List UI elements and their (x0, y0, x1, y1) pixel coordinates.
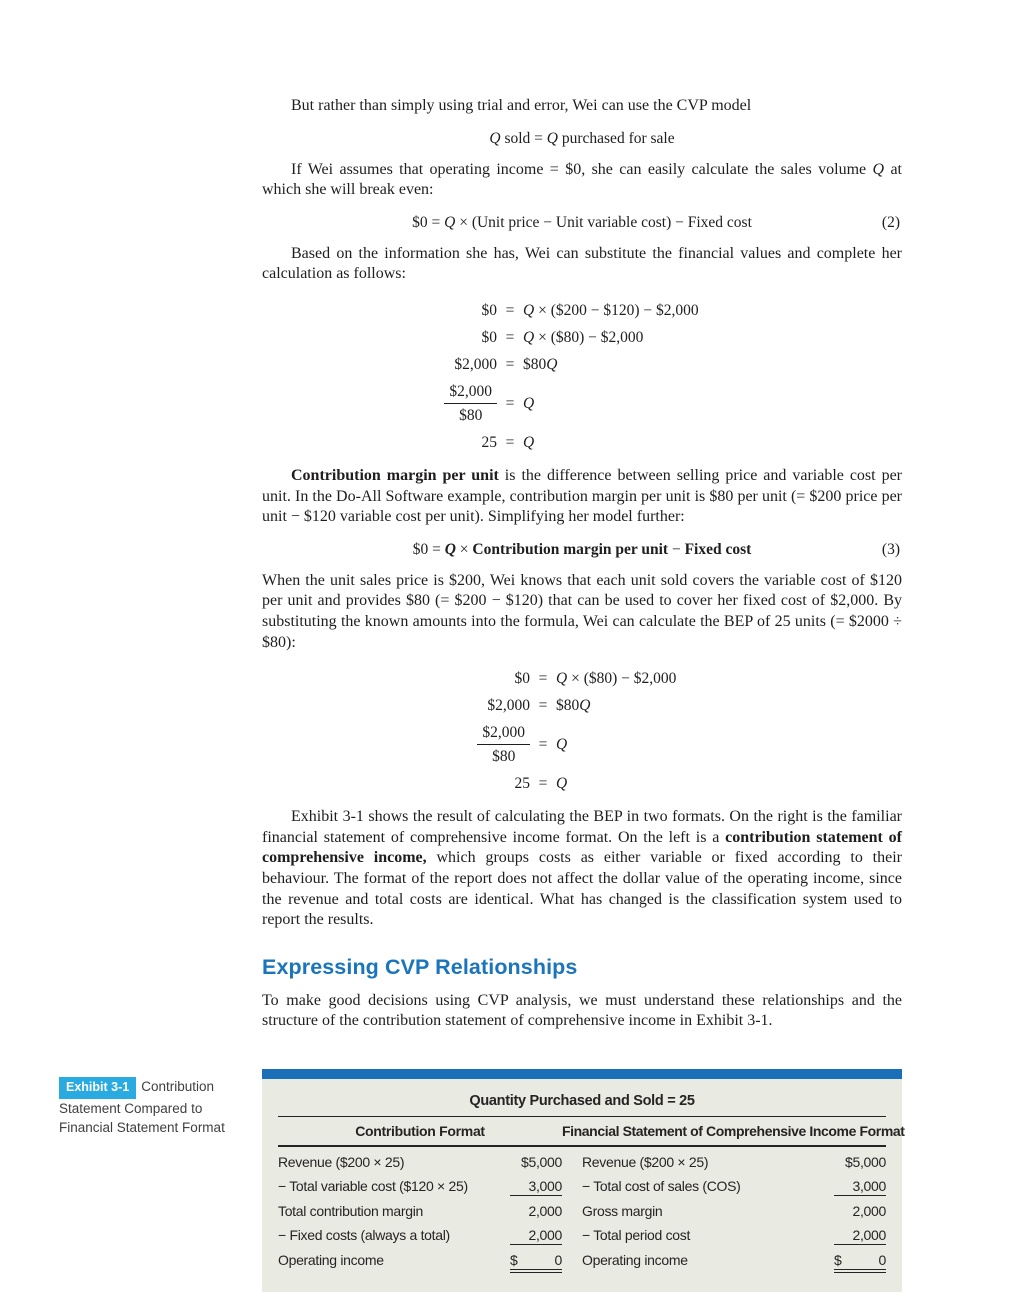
content-column (59, 96, 905, 1292)
equation-term: Q (523, 328, 535, 346)
equation-number: (2) (881, 213, 900, 231)
amount-value: 2,000 (834, 1227, 886, 1245)
key-term: Contribution margin per unit (291, 466, 499, 484)
equation-term: purchased for sale (557, 129, 675, 147)
paragraph-assumes (262, 160, 902, 201)
paragraph-text: at which she will break even: (262, 160, 902, 199)
amount-value: $5,000 (520, 1153, 562, 1170)
column-header-financial-statement-format: Financial Statement of Comprehensive Income Format (562, 1122, 905, 1139)
equation-2 (262, 213, 902, 232)
equation-term: sold = (500, 129, 547, 147)
equation-right (523, 328, 902, 347)
equation-left: $2,000 (454, 355, 497, 373)
currency-sign: $ (510, 1251, 518, 1268)
equation-block-1 (262, 301, 902, 452)
table-rows (278, 1147, 886, 1276)
equals-sign: = (538, 775, 548, 793)
equation-left: $0 (481, 328, 497, 346)
paragraph-exhibit-intro (262, 807, 902, 931)
equation-term: Q (579, 697, 591, 715)
table-row (278, 1223, 886, 1248)
equation-term: $0 = (412, 540, 445, 558)
fraction-denominator: $80 (459, 406, 483, 424)
row-label: Revenue ($200 × 25) (278, 1153, 405, 1170)
paragraph-text: Q (872, 160, 885, 178)
fraction-numerator: $2,000 (444, 382, 497, 404)
exhibit-table (262, 1069, 905, 1292)
row-amount (812, 1178, 886, 1196)
amount-value (510, 1252, 562, 1273)
paragraph-text: To make good decisions using CVP analysis, we must understand these relationships and the structure of the contribution statement of comprehensive income in Exhibit 3-1. (262, 991, 902, 1030)
section-heading: Expressing CVP Relationships (262, 954, 578, 979)
amount-value: 2,000 (510, 1227, 562, 1245)
amount-value (834, 1252, 886, 1273)
exhibit-3-1 (59, 1069, 905, 1292)
row-label: Gross margin (582, 1202, 663, 1219)
equation-term: × (Unit price − Unit variable cost) − Fixed cost (455, 213, 752, 231)
key-term: contribution statement of comprehensive income, (262, 828, 903, 867)
equation-left-fraction (262, 382, 497, 425)
amount-value: 3,000 (510, 1178, 562, 1196)
table-top-bar (262, 1069, 902, 1079)
table-row (278, 1248, 886, 1276)
equation-term: Q (546, 355, 558, 373)
equation-term: Q (444, 540, 456, 558)
fraction-numerator: $2,000 (477, 723, 530, 745)
equation-right (556, 669, 902, 688)
equation-term: × (455, 540, 473, 558)
paragraph-intro (262, 96, 902, 117)
equals-sign: = (505, 301, 515, 319)
equation-term: Q (546, 129, 558, 147)
row-label: − Total cost of sales (COS) (582, 1177, 741, 1194)
paragraph-decisions (262, 991, 902, 1032)
row-label: Operating income (278, 1251, 384, 1268)
row-amount (496, 1227, 562, 1245)
equation-q-sold (262, 129, 902, 148)
equals-sign: = (505, 355, 515, 373)
amount-value: 3,000 (834, 1178, 886, 1196)
amount-digits: 0 (878, 1251, 886, 1268)
equation-right: Q (556, 775, 568, 793)
equation-left: 25 (514, 775, 530, 793)
paragraph-text: But rather than simply using trial and error, Wei can use the CVP model (291, 97, 752, 114)
equation-right: Q (556, 736, 568, 754)
exhibit-chip: Exhibit 3-1 (59, 1077, 136, 1099)
equation-term: Q (556, 670, 568, 688)
amount-value: 2,000 (852, 1202, 886, 1219)
paragraph-based-on (262, 244, 902, 285)
equation-term: $80 (556, 697, 580, 715)
equation-right: Q (523, 433, 535, 451)
equation-right (523, 355, 902, 374)
table-row (278, 1150, 886, 1174)
equation-right (523, 301, 902, 320)
equals-sign: = (505, 433, 515, 451)
column-header-contribution-format: Contribution Format (355, 1122, 485, 1139)
equation-left: 25 (481, 433, 497, 451)
table-row (278, 1199, 886, 1223)
equals-sign: = (538, 670, 548, 688)
paragraph-contribution-margin (262, 466, 902, 528)
exhibit-caption-text: Contribution Statement Compared to Financial Statement Format (59, 1078, 225, 1135)
paragraph-text: Based on the information she has, Wei can substitute the financial values and complete her calculation as follows: (262, 244, 902, 283)
row-amount (496, 1203, 562, 1220)
row-label: − Total variable cost ($120 × 25) (278, 1177, 468, 1194)
fraction (477, 723, 530, 766)
equation-term: $0 = (412, 213, 445, 231)
paragraph-text: is the difference between selling price and variable cost per unit. In the Do-All Software example, contribution margin per unit is $80 per unit (= $200 price per unit − $120 variable cost per unit). Simplifying her model further: (262, 466, 902, 526)
table-body (262, 1079, 905, 1292)
exhibit-caption (59, 1077, 251, 1137)
row-amount (812, 1227, 886, 1245)
equation-term: × ($80) − $2,000 (534, 328, 644, 346)
equation-term: $80 (523, 355, 547, 373)
paragraph-unit-price (262, 571, 902, 653)
row-amount (812, 1203, 886, 1220)
row-label: − Total period cost (582, 1226, 691, 1243)
equation-term: − (668, 540, 685, 558)
equation-term: Q (444, 213, 456, 231)
table-title: Quantity Purchased and Sold = 25 (469, 1092, 695, 1109)
fraction-denominator: $80 (492, 748, 516, 766)
equation-term: × ($200 − $120) − $2,000 (534, 301, 699, 319)
equation-left: $0 (514, 670, 530, 688)
row-amount (496, 1252, 562, 1273)
table-header-row (278, 1117, 905, 1145)
equals-sign: = (505, 328, 515, 346)
row-amount (812, 1252, 886, 1273)
row-amount (812, 1154, 886, 1171)
currency-sign: $ (834, 1251, 842, 1268)
paragraph-text: When the unit sales price is $200, Wei knows that each unit sold covers the variable cost of $120 per unit and provides $80 (= $200 − $120) that can be used to cover her fixed cost of $2,000. By substituting the known amounts into the formula, Wei can calculate the BEP of 25 units (= $2000 ÷ $80): (262, 571, 902, 651)
equation-3 (262, 540, 902, 559)
amount-value: $5,000 (844, 1153, 886, 1170)
equation-block-2 (262, 669, 902, 793)
equation-left: $2,000 (487, 697, 530, 715)
amount-value: 2,000 (528, 1202, 562, 1219)
paragraph-text: If Wei assumes that operating income = $0, she can easily calculate the sales volume (291, 160, 873, 178)
equation-number: (3) (881, 540, 900, 558)
paragraph-text: which groups costs as either variable or fixed according to their behaviour. The format of the report does not affect the dollar value of the operating income, since the revenue and total costs are identical. What has changed is the classification system used to report the results. (262, 849, 902, 929)
row-amount (496, 1154, 562, 1171)
equation-left-fraction (262, 723, 530, 766)
equation-term: Q (523, 301, 535, 319)
equation-right: Q (523, 394, 535, 412)
row-label: Total contribution margin (278, 1202, 424, 1219)
equation-left: $0 (481, 301, 497, 319)
equation-term: × ($80) − $2,000 (567, 670, 677, 688)
equation-term: Fixed cost (684, 540, 752, 558)
fraction (444, 382, 497, 425)
equals-sign: = (505, 394, 515, 412)
row-label: Operating income (582, 1251, 688, 1268)
row-amount (496, 1178, 562, 1196)
row-label: − Fixed costs (always a total) (278, 1226, 450, 1243)
row-label: Revenue ($200 × 25) (582, 1153, 709, 1170)
amount-digits: 0 (554, 1251, 562, 1268)
equals-sign: = (538, 697, 548, 715)
equation-right (556, 696, 902, 715)
paragraph-text: Exhibit 3-1 shows the result of calculating the BEP in two formats. On the right is the familiar financial statement of comprehensive income format. On the left is a (262, 808, 902, 846)
table-row (278, 1174, 886, 1199)
equals-sign: = (538, 736, 548, 754)
equation-term: Contribution margin per unit (472, 540, 669, 558)
equation-term: Q (489, 129, 501, 147)
